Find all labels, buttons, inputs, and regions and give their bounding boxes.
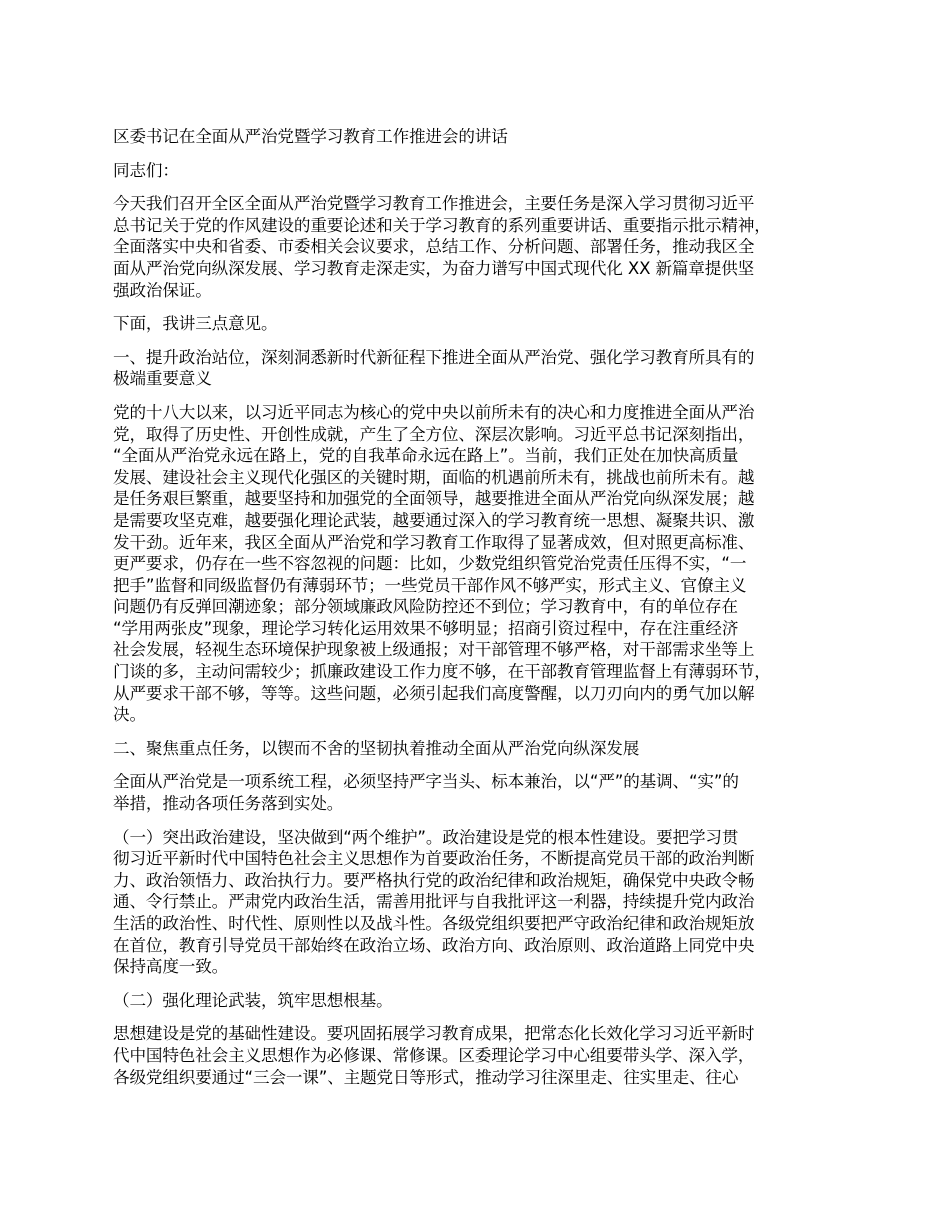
text-line: 总书记关于党的作风建设的重要论述和关于学习教育的系列重要讲话、重要指示批示精神， bbox=[113, 215, 771, 235]
text-line: 决。 bbox=[113, 705, 146, 725]
text-line: 在首位，教育引导党员干部始终在政治立场、政治方向、政治原则、政治道路上同党中央 bbox=[113, 935, 755, 955]
document-title: 区委书记在全面从严治党暨学习教育工作推进会的讲话 bbox=[113, 127, 508, 146]
text-line: 二、聚焦重点任务，以锲而不舍的坚韧执着推动全面从严治党向纵深发展 bbox=[113, 738, 640, 758]
paragraph bbox=[113, 827, 863, 978]
text-line: 生活的政治性、时代性、原则性以及战斗性。各级党组织要把严守政治纪律和政治规矩放 bbox=[113, 914, 755, 933]
text-line: 社会发展，轻视生态环境保护现象被上级通报；对干部管理不够严格，对干部需求坐等上 bbox=[113, 640, 755, 660]
text-line: 党，取得了历史性、开创性成就，产生了全方位、深层次影响。习近平总书记深刻指出， bbox=[113, 424, 755, 444]
text-line: 发展、建设社会主义现代化强区的关键时期，面临的机遇前所未有，挑战也前所未有。越 bbox=[113, 467, 755, 487]
paragraph bbox=[113, 990, 863, 1012]
text-line: 从严要求干部不够，等等。这些问题，必须引起我们高度警醒，以刀刃向内的勇气加以解 bbox=[113, 683, 755, 703]
text-line: 强政治保证。 bbox=[113, 280, 212, 300]
paragraph bbox=[113, 1023, 863, 1088]
text-line: 举措，推动各项任务落到实处。 bbox=[113, 794, 344, 814]
paragraph bbox=[113, 402, 863, 726]
document-page bbox=[113, 126, 863, 1100]
paragraph bbox=[113, 313, 863, 335]
text-line: 保持高度一致。 bbox=[113, 957, 229, 977]
text-line: 极端重要意义 bbox=[113, 369, 212, 389]
text-line: 是需要攻坚克难，越要强化理论武装，越要通过深入的学习教育统一思想、凝聚共识、激 bbox=[113, 510, 755, 530]
text-line: 今天我们召开全区全面从严治党暨学习教育工作推进会，主要任务是深入学习贯彻习近平 bbox=[113, 194, 755, 214]
text-line: 门谈的多，主动问需较少；抓廉政建设工作力度不够，在干部教育管理监督上有薄弱环节， bbox=[113, 662, 771, 682]
text-line: 代中国特色社会主义思想作为必修课、常修课。区委理论学习中心组要带头学、深入学， bbox=[113, 1045, 755, 1065]
text-line: 全面从严治党是一项系统工程，必须坚持严字当头、标本兼治，以“严”的基调、“实”的 bbox=[113, 772, 739, 792]
text-line: 力、政治领悟力、政治执行力。要严格执行党的政治纪律和政治规矩，确保党中央政令畅 bbox=[113, 870, 755, 890]
text-line: 全面落实中央和省委、市委相关会议要求，总结工作、分析问题、部署任务，推动我区全 bbox=[113, 237, 755, 257]
text-line: 发干劲。近年来，我区全面从严治党和学习教育工作取得了显著成效，但对照更高标准、 bbox=[113, 532, 755, 552]
text-line: “全面从严治党永远在路上，党的自我革命永远在路上”。当前，我们正处在加快高质量 bbox=[113, 446, 739, 466]
text-line: 思想建设是党的基础性建设。要巩固拓展学习教育成果，把常态化长效化学习习近平新时 bbox=[113, 1024, 755, 1044]
text-line: 面从严治党向纵深发展、学习教育走深走实，为奋力谱写中国式现代化 XX 新篇章提供坚 bbox=[113, 258, 755, 278]
paragraph bbox=[113, 771, 863, 814]
text-line: 通、令行禁止。严肃党内政治生活，需善用批评与自我批评这一利器，持续提升党内政治 bbox=[113, 892, 755, 912]
document-body bbox=[113, 160, 863, 1089]
text-line: 党的十八大以来，以习近平同志为核心的党中央以前所未有的决心和力度推进全面从严治 bbox=[113, 402, 755, 422]
text-line: 把手”监督和同级监督仍有薄弱环节；一些党员干部作风不够严实，形式主义、官僚主义 bbox=[113, 575, 747, 595]
text-line: 同志们： bbox=[113, 160, 179, 180]
text-line: 更严要求，仍存在一些不容忽视的问题：比如，少数党组织管党治党责任压得不实，“一 bbox=[113, 554, 747, 574]
text-line: 一、提升政治站位，深刻洞悉新时代新征程下推进全面从严治党、强化学习教育所具有的 bbox=[113, 347, 755, 367]
text-line: 彻习近平新时代中国特色社会主义思想作为首要政治任务，不断提高党员干部的政治判断 bbox=[113, 849, 755, 869]
text-line: （一）突出政治建设，坚决做到“两个维护”。政治建设是党的根本性建设。要把学习贯 bbox=[113, 827, 739, 847]
text-line: “学用两张皮”现象，理论学习转化运用效果不够明显；招商引资过程中，存在注重经济 bbox=[113, 618, 739, 638]
paragraph bbox=[113, 347, 863, 390]
text-line: 问题仍有反弹回潮迹象；部分领域廉政风险防控还不到位；学习教育中，有的单位存在 bbox=[113, 597, 738, 617]
paragraph bbox=[113, 193, 863, 301]
text-line: 下面，我讲三点意见。 bbox=[113, 314, 278, 334]
text-line: 是任务艰巨繁重，越要坚持和加强党的全面领导，越要推进全面从严治党向纵深发展；越 bbox=[113, 489, 755, 509]
paragraph bbox=[113, 160, 863, 182]
text-line: 各级党组织要通过“三会一课”、主题党日等形式，推动学习往深里走、往实里走、往心 bbox=[113, 1067, 739, 1087]
text-line: （二）强化理论武装，筑牢思想根基。 bbox=[113, 990, 393, 1010]
paragraph bbox=[113, 738, 863, 760]
